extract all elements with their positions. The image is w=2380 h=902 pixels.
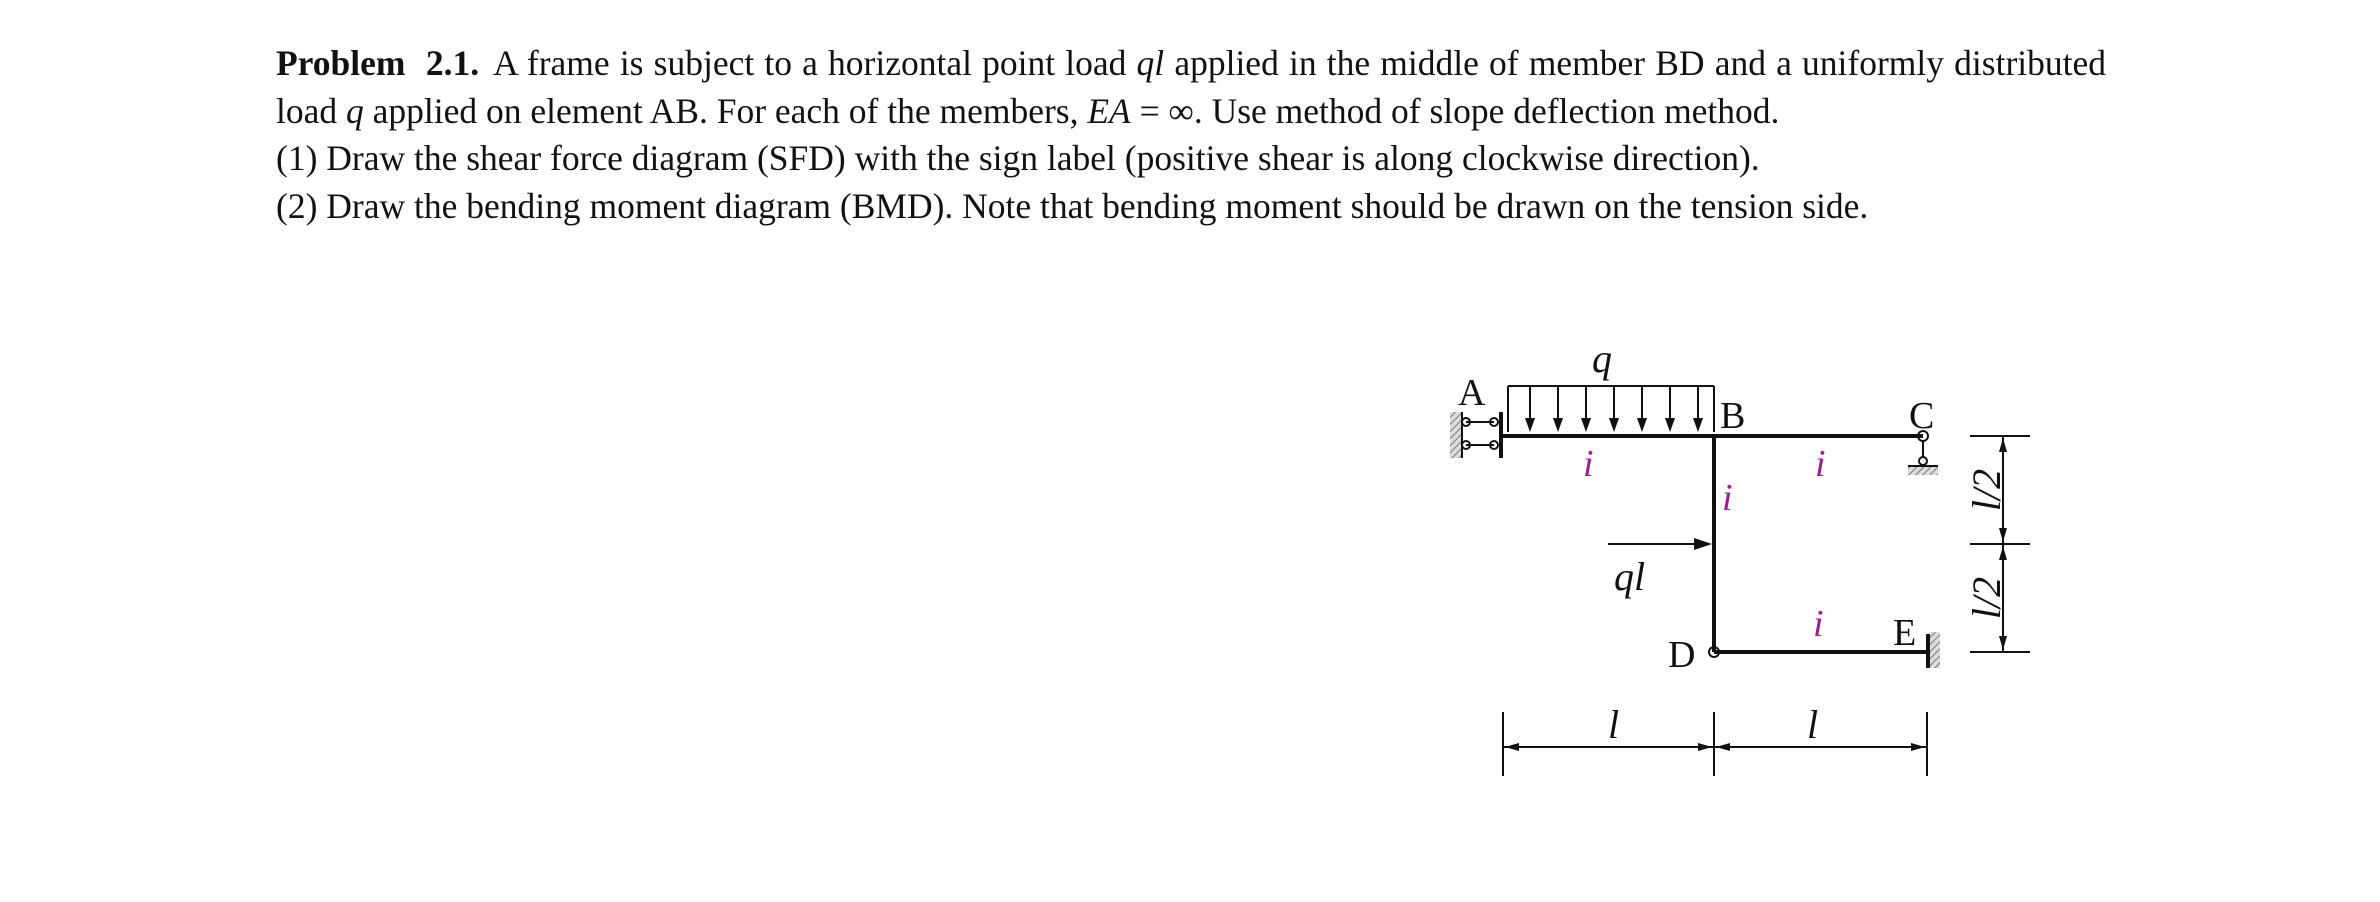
- problem-text-1: A frame is subject to a horizontal point load: [493, 43, 1137, 83]
- dim-arrow-bottom: [1999, 636, 2007, 650]
- problem-text-4: = ∞. Use method of slope deflection method.: [1130, 90, 1780, 131]
- distributed-load-arrows: [1525, 386, 1703, 432]
- horizontal-dimensions: [1503, 702, 1927, 776]
- dim-label-top: l/2: [1964, 468, 2009, 512]
- stiffness-label-de: i: [1813, 603, 1824, 645]
- node-label-d: D: [1668, 634, 1696, 676]
- distributed-load-label: q: [1592, 336, 1612, 381]
- node-label-e: E: [1893, 612, 1917, 654]
- node-label-c: C: [1909, 395, 1935, 437]
- dim-label-bottom: l/2: [1964, 576, 2009, 620]
- task-item-2: (2) Draw the bending moment diagram (BMD). Note that bending moment should be drawn on the tension side.: [276, 185, 1869, 226]
- problem-text-3: applied on element AB. For each of the members,: [363, 90, 1088, 131]
- task-item-1: (1) Draw the shear force diagram (SFD) with the sign label (positive shear is along clockwise direction).: [276, 138, 1760, 178]
- support-e: [1928, 632, 1940, 668]
- stiffness-label-ab: i: [1583, 443, 1594, 485]
- ground-hatch-c: [1908, 467, 1938, 475]
- distributed-load-arrowhead: [1553, 418, 1563, 432]
- point-load-symbol: ql: [1136, 43, 1165, 83]
- ground-hatch-a: [1450, 412, 1462, 458]
- stiffness-label-bc: i: [1815, 443, 1826, 485]
- dim-label-right: l: [1807, 702, 1819, 747]
- problem-number: 2.1.: [425, 43, 480, 83]
- dim-arrow-left: [1505, 743, 1519, 751]
- dim-arrow-mid-left: [1698, 743, 1712, 751]
- ground-hatch-e: [1930, 632, 1940, 668]
- dim-arrow-mid-right: [1716, 743, 1730, 751]
- support-a: [1450, 412, 1501, 458]
- node-label-a: A: [1458, 372, 1486, 414]
- problem-text-2: applied in the middle of member BD and a uniformly distributed load: [276, 43, 2106, 131]
- stiffness-label-bd: i: [1722, 477, 1733, 519]
- point-load-label: ql: [1614, 554, 1646, 599]
- distributed-load-arrowhead: [1665, 418, 1675, 432]
- point-load-arrowhead: [1694, 538, 1712, 550]
- dim-arrow-middle-down: [1999, 546, 2007, 560]
- dim-arrow-top: [1999, 438, 2007, 452]
- support-c-hinge-bottom: [1919, 457, 1927, 465]
- dim-arrow-right: [1911, 743, 1925, 751]
- point-load: [1608, 538, 1712, 599]
- distributed-load-arrowhead: [1609, 418, 1619, 432]
- distributed-load-arrowhead: [1525, 418, 1535, 432]
- node-label-b: B: [1720, 395, 1746, 437]
- distributed-load-symbol: q: [346, 90, 364, 131]
- distributed-load-arrowhead: [1581, 418, 1591, 432]
- problem-heading: Problem: [276, 43, 406, 83]
- dim-arrow-middle-up: [1999, 528, 2007, 542]
- axial-stiffness-symbol: EA: [1087, 90, 1131, 131]
- distributed-load-arrowhead: [1637, 418, 1647, 432]
- distributed-load: [1508, 336, 1714, 432]
- frame-members: [1502, 436, 1927, 652]
- dim-label-left: l: [1608, 702, 1620, 747]
- vertical-dimensions: [1964, 436, 2030, 652]
- distributed-load-arrowhead: [1693, 418, 1703, 432]
